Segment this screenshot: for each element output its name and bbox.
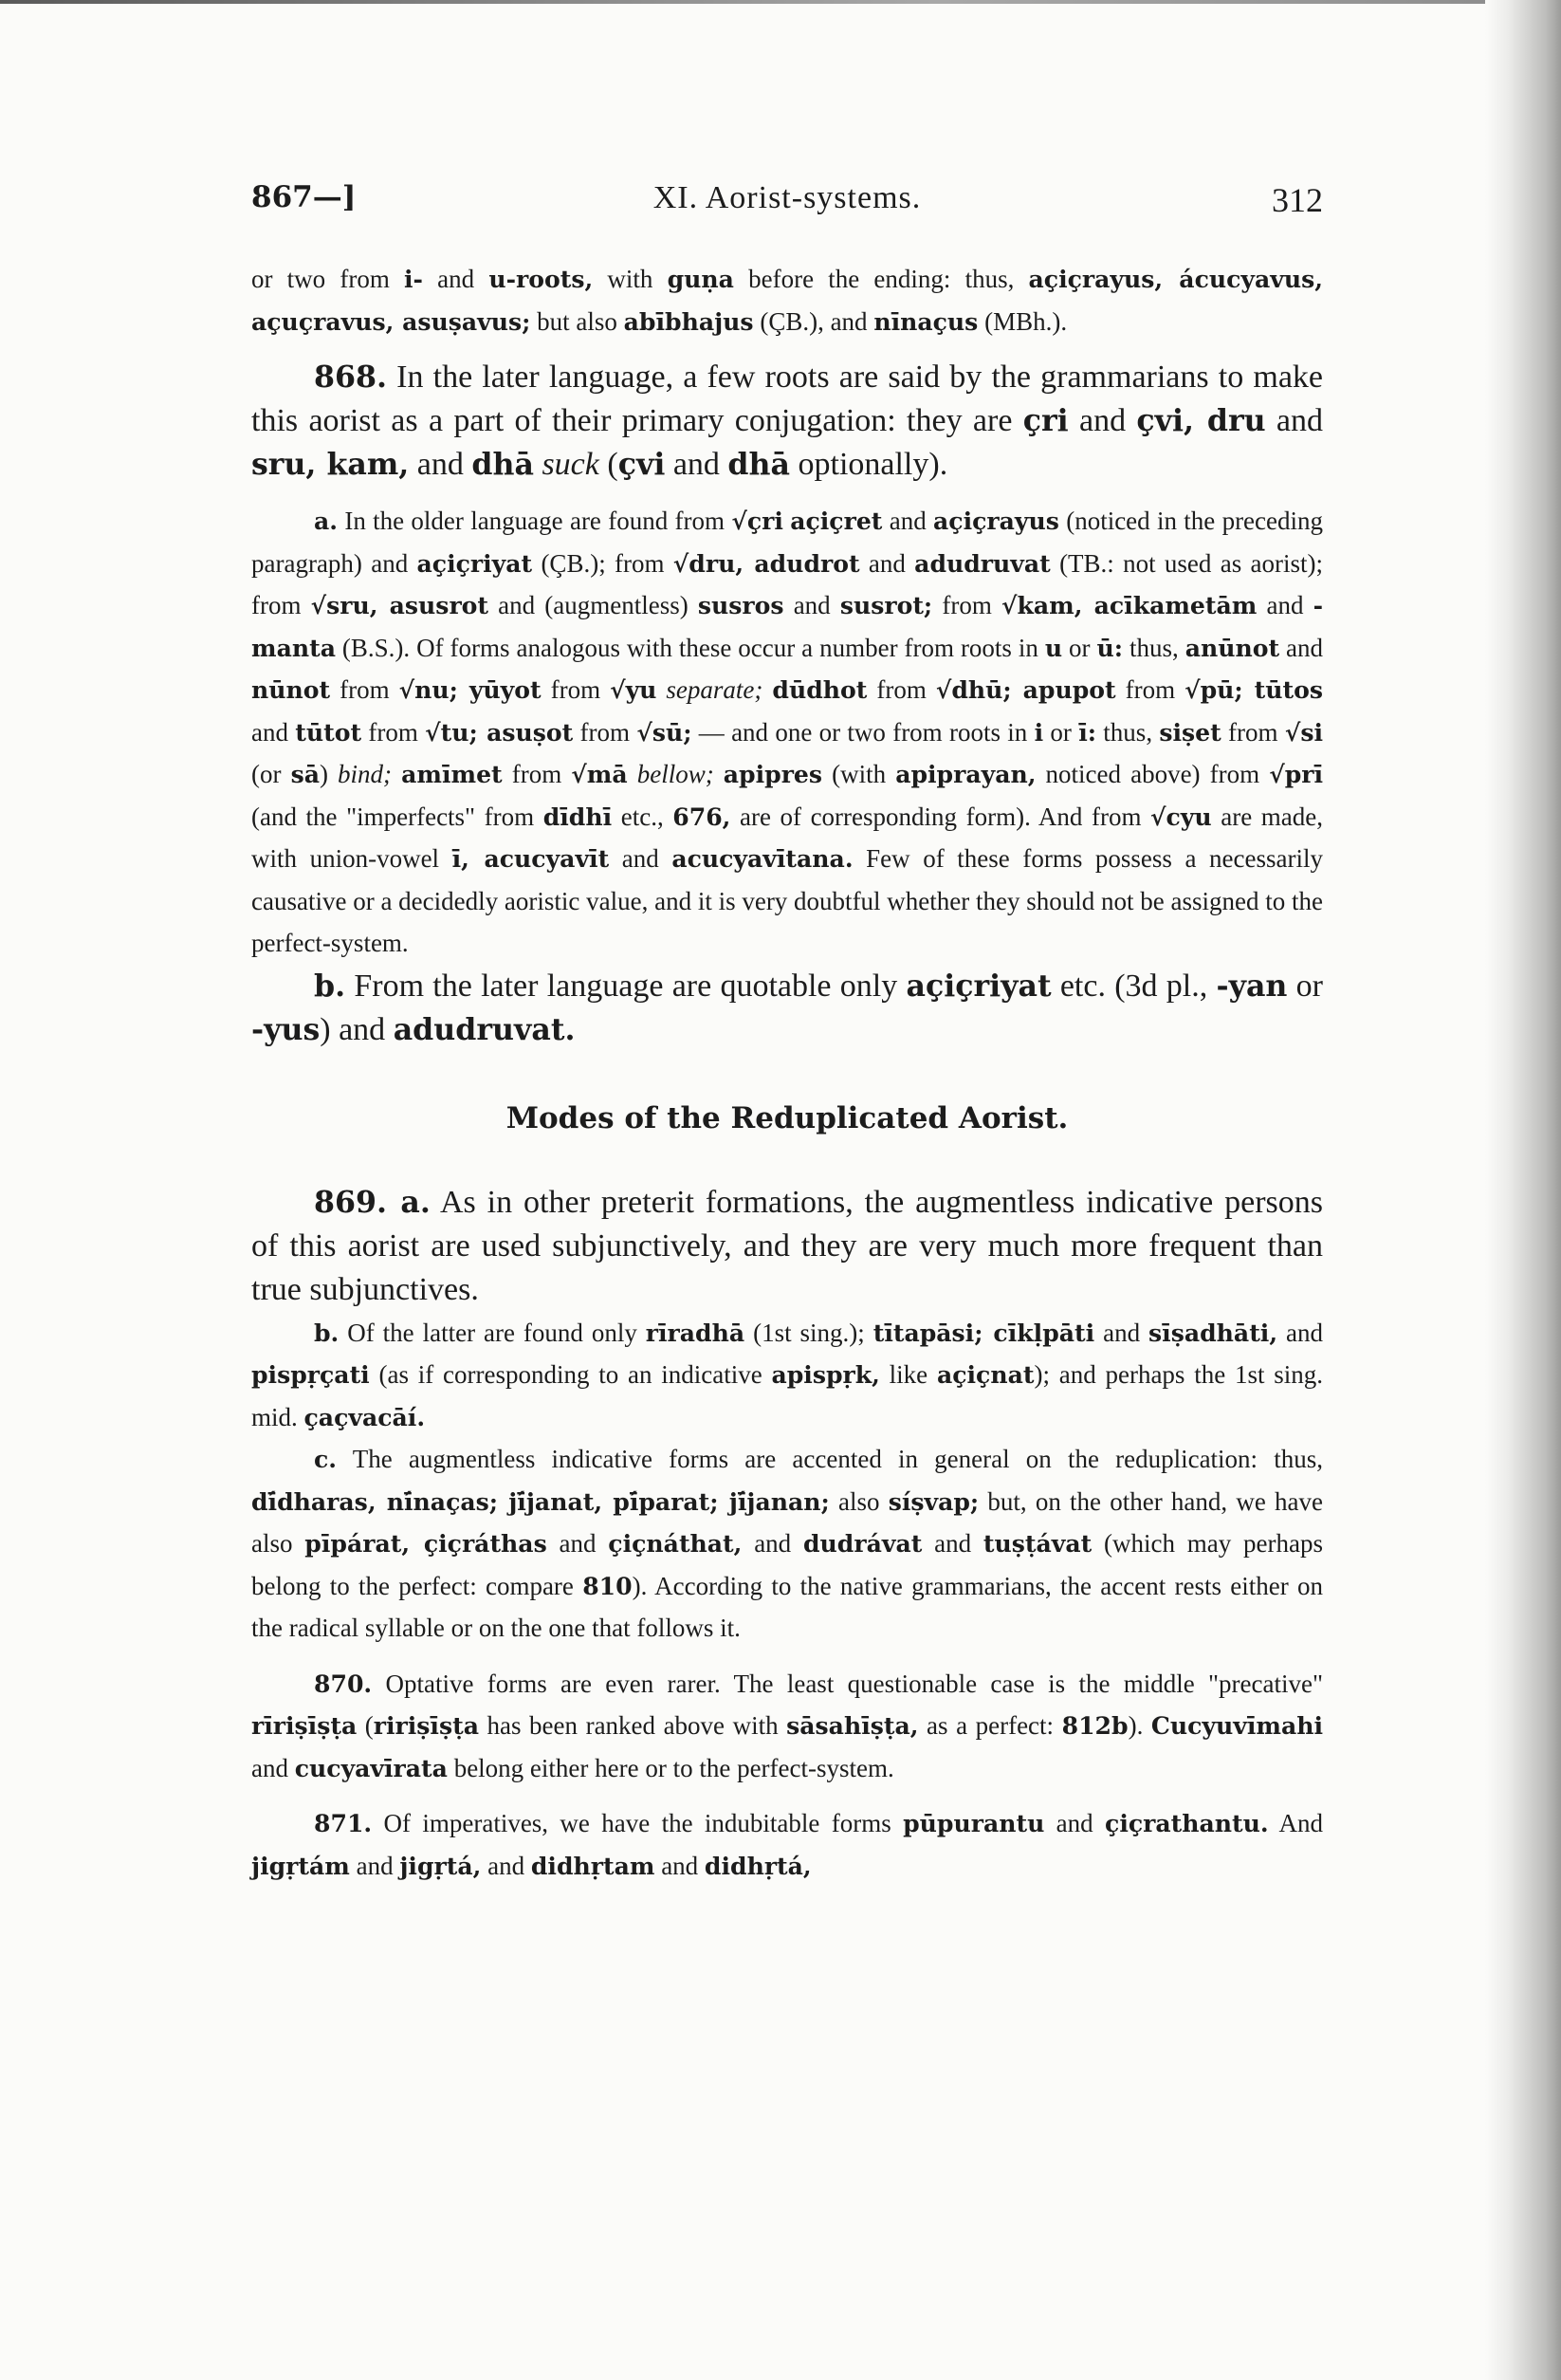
paragraph-871: 871. Of imperatives, we have the indubitable forms pūpurantu and çiçrathantu. And jigṛtám and jigṛtá, and didhṛtam and didhṛtá, [251,1809,1323,1880]
running-header [251,180,1323,218]
paragraph-867-continued: or two from i- and u-roots, with guṇa before the ending: thus, açiçrayus, ácucyavus, açuçravus, asuṣavus; but also abībhajus (ÇB.), and nīnaçus (MBh.). [251,265,1323,336]
paragraph-868a: a. In the older language are found from √çri açiçret and açiçrayus (noticed in the preceding paragraph) and açiçriyat (ÇB.); from √dru, adudrot and adudruvat (TB.: not used as aorist); from √sru, asusrot and (augmentless) susros and susrot; from √kam, acīkametām and -manta (B.S.). Of forms analogous with these occur a number from roots in u or ū: thus, anūnot and nūnot from √nu; yūyot from √yu separate; dūdhot from √dhū; apupot from √pū; tūtos and tūtot from √tu; asuṣot from √sū; — and one or two from roots in i or ī: thus, siṣet from √si (or sā) bind; amīmet from √mā bellow; apipres (with apiprayan, noticed above) from √prī (and the "imperfects" from dīdhī etc., 676, are of corresponding form). And from √cyu are made, with union-vowel ī, acucyavīt and acucyavītana. Few of these forms possess a necessarily causative or a decidedly aoristic value, and it is very doubtful whether they should not be assigned to the perfect-system. [251,507,1324,957]
header-page-number: 312 [1272,181,1323,219]
paragraph-869a: 869. a. As in other preterit formations, the augmentless indicative persons of this aorist are used subjunctively, and they are very much more frequent than true subjunctives. [251,1184,1323,1307]
paragraph-869c: c. The augmentless indicative forms are accented in general on the reduplication: thus, dī́dharas, nī́naças; jī́janat, pī́parat; jī́janan; also síṣvap; but, on the other hand, we have also pīpárat, çiçráthas and çiçnáthat, and dudrávat and tuṣṭávat (which may perhaps belong to the perfect: compare 810). According to the native grammarians, the accent rests either on the radical syllable or on the one that follows it. [251,1445,1324,1642]
section-number: 871. [314,1809,373,1837]
paragraph-870: 870. Optative forms are even rarer. The least questionable case is the middle "precative" rīriṣīṣṭa (ririṣīṣṭa has been ranked above with sāsahīṣṭa, as a perfect: 812b). Cucyuvīmahi and cucyavīrata belong either here or to the perfect-system. [251,1669,1324,1782]
section-number: 869. [314,1184,387,1220]
header-section-ref: 867—] [251,180,357,214]
paragraph-868b: b. From the later language are quotable only açiçriyat etc. (3d pl., -yan or -yus) and adudruvat. [251,968,1323,1047]
scan-page-edge-shadow [1485,0,1561,2380]
paragraph-868: 868. In the later language, a few roots are said by the grammarians to make this aorist as a part of their primary conjugation: they are çri and çvi, dru and sru, kam, and dhā suck (çvi and dhā optionally). [251,360,1324,482]
section-number: 870. [314,1669,373,1698]
scan-top-edge [0,0,1561,4]
paragraph-869b: b. Of the latter are found only rīradhā (1st sing.); tītapāsi; cīkḷpāti and sīṣadhāti, and pispṛçati (as if corresponding to an indicative apispṛk, like açiçnat); and perhaps the 1st sing. mid. çaçvacāí. [251,1318,1324,1431]
page-body [251,258,1323,1887]
section-number: 868. [314,360,387,395]
header-chapter-title: XI. Aorist-systems. [652,180,922,215]
section-heading: Modes of the Reduplicated Aorist. [505,1100,1069,1135]
